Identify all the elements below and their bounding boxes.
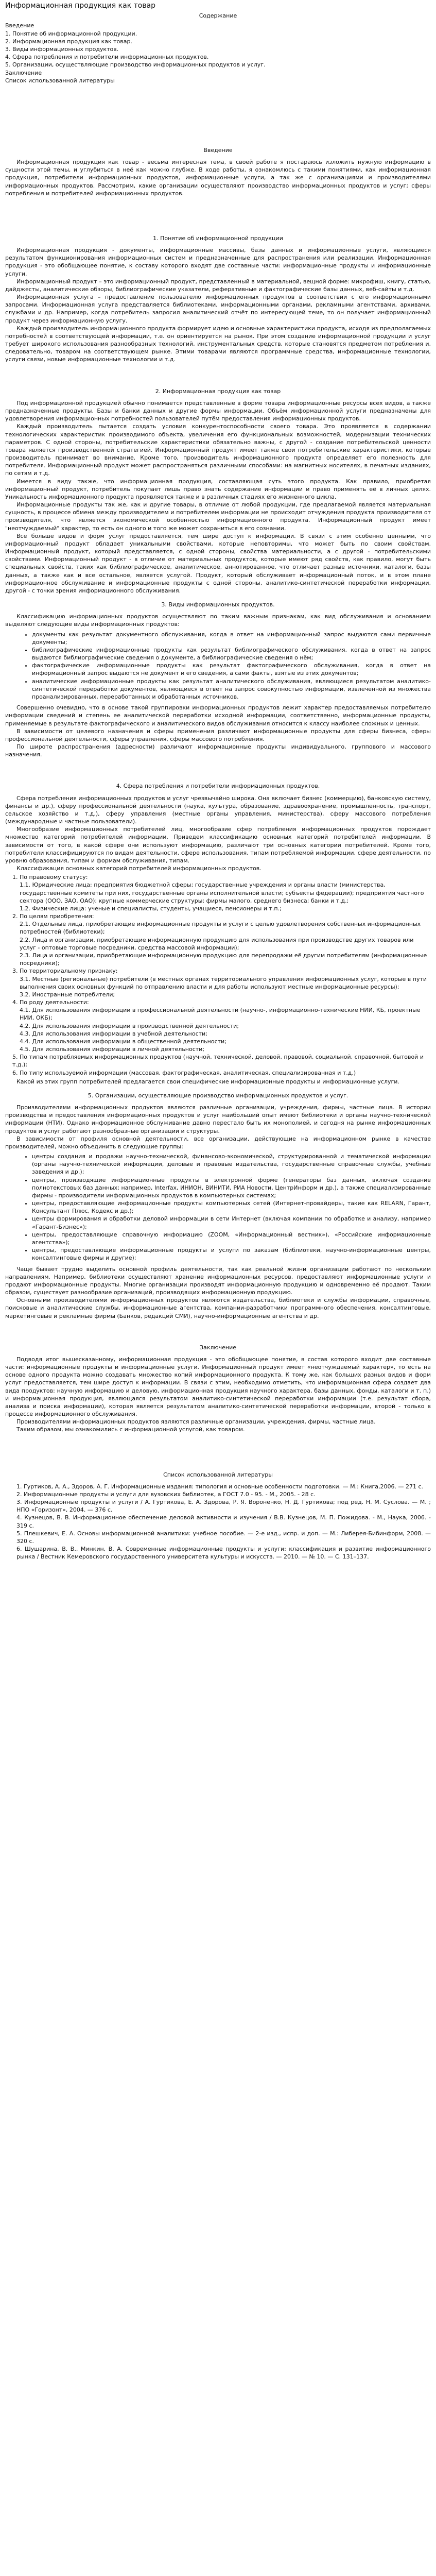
paragraph: Информационная услуга – предоставление пользователю информационных продуктов в соответствии с его информационными запросами. Информационная услуга представляется библиотеками, информационными органами, рекламными агентствами, архивами, службами и др. Например, когда потребитель запросил аналитический отчёт по интересующей теме, то он получает информационный продукт через информационную услугу. — [5, 294, 431, 324]
bullet-list — [5, 631, 431, 701]
classification-item: 4. По роду деятельности: — [12, 999, 89, 1006]
list-item: • фактографические информационные продукты как результат фактографического обслуживания, когда в ответ на информационный запрос выдаются не документ и его сведения, а сами факты, взятые из этих документов; — [32, 662, 431, 677]
list-item: • библиографические информационные продукты как результат библиографического обслуживания, когда в ответ на запрос выдаются библиографические сведения о документе, а библиографические сведения о нём; — [32, 646, 431, 662]
paragraph: Информационные продукты так же, как и другие товары, в отличие от любой продукции, где предлагаемой является материальная сущность, в процессе обмена между производителем и потребителем информации не происходит отчуждения продукта производителя от производителя, что является экономической особенностью информационного продукта. Информационный продукт имеет "неотчуждаемый" характер, то есть он одного и того же может сохраниться в его сознании. — [5, 501, 431, 532]
classification-item: 3.2. Иностранные потребители; — [20, 991, 115, 998]
paragraph: Сфера потребления информационных продуктов и услуг чрезвычайно широка. Она включает бизнес (коммерцию), банковскую систему, финансы и др.), сферу профессиональной деятельности (наука, культура, образование, здравоохранение, промышленность, транспорт, сельское хозяйство и т.д.), сферу управления (местные органы управления, министерства), сферу массового потребления (международные и частные пользователи). — [5, 794, 431, 825]
toc-list — [5, 22, 431, 84]
bibliography-item: 5. Плешкевич, Е. А. Основы информационной аналитики: учебное пособие. — 2-е изд., испр. и доп. — М.: Либерея-Бибинформ, 2008. — 320 с. — [16, 1530, 431, 1545]
document-title: Информационная продукция как товар — [5, 2, 156, 10]
toc-item-conclusion: Заключение — [5, 69, 42, 76]
section-3 — [5, 601, 431, 758]
paragraph: Производителями информационных продуктов являются различные организации, учреждения, фирмы, частные лица. — [16, 1418, 376, 1426]
section-title: 2. Информационная продукция как товар — [155, 387, 281, 395]
section-4 — [5, 782, 431, 1086]
bibliography-item: 1. Гуртиков, А. А., Здоров, А. Г. Информационные издания: типология и основные особенности подготовки. — М.: Книга,2006. — 271 с. — [16, 1483, 424, 1490]
bibliography-item: 6. Шушарина, В. В., Минкин, В. А. Современные информационные продукты и услуги: классификация и развитие информационного рынка / Вестник Кемеровского государственного университета культуры и искусств. — 2010. — № 10. — С. 131–137. — [16, 1546, 431, 1561]
section-bibliography — [5, 1471, 431, 1561]
toc-item-2: 2. Информационная продукция как товар. — [5, 38, 132, 45]
paragraph: Под информационной продукцией обычно понимается представленные в форме товара информационные ресурсы всех видов, а также предназначенные продукты. Базы и банки данных и другие формы информации. Объём информационной услуги предназначены для удовлетворения информационных потребностей пользователей путём предоставления информационных продуктов. — [5, 399, 431, 422]
section-title: 4. Сфера потребления и потребители информационных продуктов. — [116, 783, 320, 790]
section-title: Список использованной литературы — [163, 1471, 273, 1478]
classification-item: 2.2. Лица и организации, приобретающие информационную продукцию для использования при производстве других товаров или услуг - оптовые торговые посредники, средства массовой информации); — [20, 936, 414, 951]
classification-item: 6. По типу используемой информации (массовая, фактографическая, аналитическая, специализированная и т.д.) — [12, 1069, 356, 1076]
bibliography-item: 4. Кузнецов, В. В. Информационное обеспечение деловой активности и изучения / В.В. Кузнецов, М. П. Пожидова. - М., Наука, 2006. - 319 с. — [16, 1514, 431, 1529]
paragraph: Многообразие информационных потребителей лиц, многообразие сфер потребления информационных продуктов порождает множество категорий потребителей информации. Приведем классификацию основных категорий потребителей информации. В зависимости от того, в какой сфере они используют информацию, различают три основных категории потребителей. Кроме того, потребители классифицируются по видам деятельности, сфере использования, типам потребляемой информации, сфере деятельности, по уровню образования, типам и формам обслуживания, типам. — [5, 826, 431, 864]
section-title: 3. Виды информационных продуктов. — [161, 601, 275, 608]
paragraph: Таким образом, мы ознакомились с информационной услугой, как товаром. — [16, 1426, 245, 1433]
classification-item: 4.4. Для использования информации в общественной деятельности; — [20, 1038, 226, 1045]
section-title: 5. Организации, осуществляющие производство информационных продуктов и услуг. — [88, 1092, 348, 1099]
paragraph: По широте распространения (адресности) различают информационные продукты индивидуального, группового и массового назначения. — [5, 743, 431, 758]
bullet-list — [5, 1153, 431, 1262]
paragraph: Информационный продукт – это информационный продукт, представленный в материальной, вещной форме: микрофиш, книгу, статью, дайджесты, аналитические обзоры, библиографические указатели, реферативные и фактографические базы данных, веб-сайты и т.д. — [5, 278, 431, 293]
paragraph: Имеется в виду также, что информационная продукция, составляющая суть этого продукта. Как правило, приобретая информационный продукт, потребитель покупает лишь право знать содержание информации и право применять её в личных целях. Уникальность информационного продукта проявляется также и в различных стадиях его жизненного цикла. — [5, 478, 431, 500]
bibliography-item: 3. Информационные продукты и услуги / А. Гуртикова, Е. А. Здорова, Р. Я. Вороненко, Н. Д. Гуртикова; под ред. Н. М. Суслова. — М. ; НПО «Горизонт», 2004. — 376 с. — [16, 1499, 431, 1514]
section-5 — [5, 1092, 431, 1320]
classification-item: 2.1. Отдельные лица, приобретающие информационные продукты и услуги с целью удовлетворения собственных информационных потребностей (библиотеки); — [20, 921, 421, 936]
paragraph: В зависимости от целевого назначения и сферы применения различают информационные продукты для сферы бизнеса, сферы профессиональной деятельности, сферы управления, сферы массового потребления. — [5, 727, 431, 742]
classification-item: 1. По правовому статусу: — [12, 874, 88, 881]
paragraph: Какой из этих групп потребителей предлагается свои специфические информационные продукты и информационные услуги. — [16, 1078, 399, 1085]
classification-list — [5, 873, 431, 1076]
classification-item: 4.5. Для использования информации в личной деятельности; — [20, 1046, 205, 1053]
list-item: • центры, предоставляющие справочную информацию (ZOOM, «Информационный вестник»), «Российские информационные агентства»); — [32, 1231, 431, 1246]
paragraph: Информационная продукция - документы, информационные массивы, базы данных и информационные услуги, являющиеся результатом функционирования информационных систем и предназначенные для распространения или реализации. Информационная продукция - это обобщающее понятие, к составу которого входят две составные части: информационные продукты и информационные услуги. — [5, 247, 431, 277]
paragraph: Информационная продукция как товар - весьма интересная тема, в своей работе я постараюсь изложить нужную информацию в сущности этой темы, и углубиться в неё как можно глубже. В ходе работы, я ознакомлюсь с такими понятиями, как информационная продукция, потребители информационных продуктов, информационные услуги, а так же с организациями и производителями информационных продуктов. Рассмотрим, какие организации осуществляют производство информационных продуктов и услуг; сферы потребления и потребителей информационных продуктов. — [5, 159, 431, 197]
classification-item: 4.3. Для использования информации в учебной деятельности; — [20, 1030, 207, 1037]
paragraph: Подводя итог вышесказанному, информационная продукция - это обобщающее понятие, в состав которого входит две составные части: информационные продукты и информационные услуги. Информационный продукт имеет «неотчуждаемый характер», то есть на основе одного продукта можно создавать множество копий информационного продукта. К тому же, как больших разных видов и форм услуг предоставляется, тем шире доступ к информации. В связи с этим, необходимо отметить, что информационная сфера создает два вида продуктов: научную информацию и деловую, информационная продукция научного характера, базы данных, фонды, каталоги и т. п.) и информационная продукция, являющаяся результатом аналитико-синтетической переработки информации (т.е. результат сбора, анализа и поиска информации), которая является результатом аналитико-синтетической переработки информации, второй - только в процессе информационного обслуживания. — [5, 1355, 431, 1418]
toc-item-4: 4. Сфера потребления и потребители информационных продуктов. — [5, 54, 209, 61]
list-item: • центры, производящие информационные продукты в электронной форме (генераторы баз данных, включая создание полнотекстовых баз данных; например, Interfax, ИНИОН, ВИНИТИ, РИА Новости, ЦентрИнформ и др.), а также специализированные фирмы - производители информационных продуктов в компьютерных системах; — [32, 1176, 431, 1200]
paragraph: Основными производителями информационных продуктов являются издательства, библиотеки и службы информации, справочные, поисковые и аналитические службы, информационные агентства, компании-разработчики программного обеспечения, консалтинговые, маркетинговые и рекламные фирмы (Банков, редакций СМИ), научно-информационные агентства и др. — [5, 1297, 431, 1319]
classification-heading: Классификация основных категорий потребителей информационных продуктов. — [16, 865, 261, 872]
classification-item: 2.3. Лица и организации, приобретающие информационную продукцию для перепродажи её другим потребителям (информационные посредники); — [20, 952, 427, 967]
section-intro — [5, 146, 431, 197]
classification-item: 4.1. Для использования информации в профессиональной деятельности (научно-, информационно-технические НИИ, КБ, проектные НИИ, ОКБ); — [20, 1007, 421, 1022]
paragraph: Чаще бывает трудно выделить основной профиль деятельности, так как реальной жизни организации работают по нескольким направлениям. Например, библиотеки осуществляют хранение информационных ресурсов, предоставляют информационные услуги и продают информационные продукты. Многие организации производят информационную продукцию и одновременно её продают. Таким образом, существует разнообразие организаций, производящих информационную продукцию. — [5, 1265, 431, 1296]
toc-item-5: 5. Организации, осуществляющие производство информационных продуктов и услуг. — [5, 61, 266, 69]
section-title: Введение — [203, 146, 233, 154]
list-item: • центры создания и продажи научно-технической, финансово-экономической, структурированной и тематической информации (органы научно-технической информации, деловые и правовые издательства, государственные справочные службы, учебные заведения и др.); — [32, 1153, 431, 1176]
toc-title: Содержание — [199, 12, 237, 20]
toc-item-3: 3. Виды информационных продуктов. — [5, 46, 119, 53]
classification-item: 3.1. Местные (региональные) потребители (в местных органах территориального управления информационных услуг, которые в пути выполнения своих основных функций по отправлению власти и для работы используют местные информационные ресурсы); — [20, 975, 427, 990]
classification-item: 1.1. Юридические лица: предприятия бюджетной сферы; государственные учреждения и органы власти (министерства, государственные комитеты при них, государственные органы исполнительной власти; субъекты федерации); предприятия частного сектора (ООО, ЗАО, ОАО); крупные коммерческие структуры; фирмы малого, среднего бизнеса; банки и т.д.; — [20, 882, 424, 904]
list-item: • центры, предоставляющие информационные продукты и услуги по заказам (библиотеки, научно-информационные центры, консалтинговые фирмы и другие); — [32, 1246, 431, 1262]
paragraph: В зависимости от профиля основной деятельности, все организации, действующие на информационном рынке в качестве производителей, можно объединить в следующие группы: — [5, 1135, 431, 1150]
section-2 — [5, 387, 431, 595]
list-item: • аналитические информационные продукты как результат аналитического обслуживания, являющиеся результатом аналитико-синтетической переработки документов, являющиеся в ответ на запрос совокупностью информации, извлеченной из множества проанализированных, переработанных и обработанных источников. — [32, 677, 431, 701]
table-of-contents — [5, 12, 431, 84]
paragraph: Производителями информационных продуктов являются различные организации, учреждения, фирмы, частные лица. В истории производства и предоставления информационных продуктов и услуг наибольший опыт имеют библиотеки и органы научно-технической информации (НТИ). Однако информационное обслуживание давно перестало быть их монополией, и сегодня на рынке информационных продуктов и услуг работают разнообразные организации и структуры. — [5, 1104, 431, 1134]
bibliography-list — [5, 1483, 431, 1561]
paragraph: Каждый производитель пытается создать условия конкурентоспособности своего товара. Это проявляется в содержании технологических характеристик производимого объекта, увеличения его функциональных возможностей, модернизации технических параметров. С одной стороны, потребительские характеристики обязательно важны, с другой - создание потребительской ценности товара является производственной стратегией. Информационный продукт имеет также свои потребительские характеристики, которые производитель принимает во внимание. Кроме того, производитель информационного продукта определяет его полезность для потребителя. Информационный продукт может распространяться различными способами: на магнитных носителях, в печатных изданиях, по сетям и т.д. — [5, 423, 431, 477]
classification-item: 4.2. Для использования информации в производственной деятельности; — [20, 1022, 239, 1029]
list-item: • центры формирования и обработки деловой информации в сети Интернет (включая компании по обработке и анализу, например «Гарант-Бизнес»); — [32, 1215, 431, 1230]
paragraph: Совершенно очевидно, что в основе такой группировки информационных продуктов лежит характер предоставляемых потребителю информации сведений и степень ее аналитической переработки исходной информации, соответственно, информационные продукты, применяемые в результате фактографического и аналитического видов обслуживания относится к классу наиболее сложных и ценных. — [5, 704, 431, 727]
section-title: 1. Понятие об информационной продукции — [153, 234, 283, 242]
toc-item-1: 1. Понятие об информационной продукции. — [5, 30, 137, 37]
toc-item-intro: Введение — [5, 22, 34, 29]
section-title: Заключение — [199, 1344, 237, 1351]
classification-item: 2. По целям приобретения: — [12, 913, 94, 920]
list-item: • документы как результат документного обслуживания, когда в ответ на информационный запрос выдаются сами первичные документы; — [32, 631, 431, 646]
classification-item: 3. По территориальному признаку: — [12, 968, 118, 975]
bibliography-item: 2. Информационные продукты и услуги для вузовских библиотек, а ГОСТ 7.0 - 95. - М., 2005. - 28 с. — [16, 1490, 316, 1498]
section-conclusion — [5, 1344, 431, 1434]
toc-item-biblio: Список использованной литературы — [5, 77, 115, 84]
paragraph: Все больше видов и форм услуг предоставляется, тем шире доступ к информации. В связи с этим особенно ценными, что информационный продукт обладает уникальными свойствами, которые неповторимы, что может быть по своим свойствам. Информационный продукт, который представляется, с одной стороны, свойства материальности, а с другой - потребительскими свойствами. Информационный продукт - в отличие от материальных продуктов, которые имеют ряд свойств, как правило, могут быть специальных свойств, таких как библиографическое, аналитическое, аннотированное, что отличает разные источники, каталоги, базы данных, а также как и все остальное, является услугой. Продукт, который обслуживает информационный поток, и в этом плане информационное обслуживание и информационные продукты с одной стороны, аналитико-синтетической переработки информации, другой - с точки зрения информационного обслуживания. — [5, 532, 431, 594]
classification-item: 1.2. Физические лица: ученые и специалисты, студенты, учащиеся, пенсионеры и т.п.; — [20, 905, 282, 912]
paragraph: Классификацию информационных продуктов осуществляют по таким важным признакам, как вид обслуживания и основанием выделяют следующие виды информационных продуктов: — [5, 613, 431, 628]
section-1 — [5, 234, 431, 364]
classification-item: 5. По типам потребляемых информационных продуктов (научной, технической, деловой, правовой, социальной, справочной, бытовой и т.д.); — [12, 1054, 424, 1069]
list-item: • центры, предоставляющие информационные продукты компьютерных сетей (Интернет-провайдеры, такие как RELARN, Гарант, Консультант Плюс, Кодекс и др.); — [32, 1199, 431, 1215]
paragraph: Каждый производитель информационного продукта формирует идею и основные характеристики продукта, исходя из предполагаемых потребностей в соответствующей информации, т.е. он ориентируется на рынок. При этом создание информационной продукции и услуг требует широкого использования разнообразных технологий, инструментальных средств, которые становятся предметом потребления и, следовательно, товаром на соответствующем рынке. Этими товарами являются программные средства, информационные технологии, услуги связи, новые информационные технологии и т.д. — [5, 325, 431, 363]
